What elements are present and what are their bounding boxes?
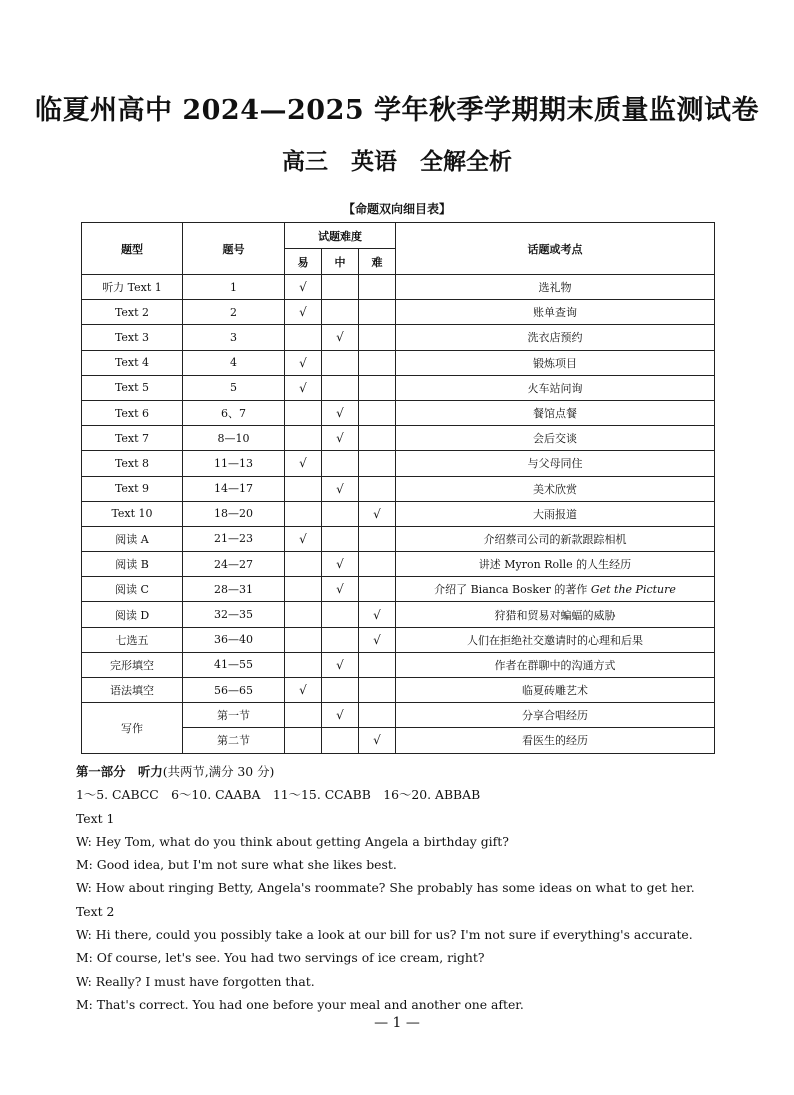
topic-cell: 临夏砖雕艺术 bbox=[396, 678, 715, 703]
question-number-cell: 1 bbox=[183, 275, 285, 300]
table-row bbox=[82, 526, 715, 551]
topic-cell: 作者在群聊中的沟通方式 bbox=[396, 652, 715, 677]
topic-cell: 狩猎和贸易对蝙蝠的威胁 bbox=[396, 602, 715, 627]
table-row bbox=[82, 627, 715, 652]
difficulty-cell-medium: √ bbox=[322, 703, 359, 728]
difficulty-cell-hard bbox=[359, 426, 396, 451]
difficulty-cell-hard: √ bbox=[359, 501, 396, 526]
transcript-line: M: Good idea, but I'm not sure what she likes best. bbox=[76, 857, 397, 873]
difficulty-cell-hard bbox=[359, 400, 396, 425]
table-row bbox=[82, 275, 715, 300]
question-type-cell: 阅读 B bbox=[82, 552, 183, 577]
difficulty-cell-medium: √ bbox=[322, 325, 359, 350]
question-number-cell: 8—10 bbox=[183, 426, 285, 451]
table-row bbox=[82, 300, 715, 325]
question-number-cell: 14—17 bbox=[183, 476, 285, 501]
section-note: (共两节,满分 30 分) bbox=[162, 764, 275, 779]
table-row bbox=[82, 652, 715, 677]
difficulty-cell-easy bbox=[285, 652, 322, 677]
question-number-cell: 41—55 bbox=[183, 652, 285, 677]
table-row bbox=[82, 577, 715, 602]
difficulty-cell-hard bbox=[359, 275, 396, 300]
difficulty-cell-easy bbox=[285, 325, 322, 350]
difficulty-cell-medium bbox=[322, 300, 359, 325]
difficulty-cell-easy bbox=[285, 577, 322, 602]
question-type-cell: Text 3 bbox=[82, 325, 183, 350]
question-type-cell: 完形填空 bbox=[82, 652, 183, 677]
table-row bbox=[82, 678, 715, 703]
topic-cell: 分享合唱经历 bbox=[396, 703, 715, 728]
question-number-cell: 32—35 bbox=[183, 602, 285, 627]
difficulty-cell-easy bbox=[285, 400, 322, 425]
question-type-cell: Text 5 bbox=[82, 375, 183, 400]
difficulty-cell-easy bbox=[285, 552, 322, 577]
difficulty-cell-easy bbox=[285, 501, 322, 526]
question-number-cell: 6、7 bbox=[183, 400, 285, 425]
answer-section bbox=[76, 760, 716, 1016]
difficulty-cell-hard bbox=[359, 451, 396, 476]
question-type-cell: 听力 Text 1 bbox=[82, 275, 183, 300]
table-row bbox=[82, 703, 715, 728]
difficulty-cell-hard bbox=[359, 552, 396, 577]
difficulty-cell-hard bbox=[359, 703, 396, 728]
question-number-cell: 第一节 bbox=[183, 703, 285, 728]
difficulty-cell-medium bbox=[322, 602, 359, 627]
topic-cell: 会后交谈 bbox=[396, 426, 715, 451]
difficulty-cell-medium: √ bbox=[322, 476, 359, 501]
difficulty-cell-easy bbox=[285, 728, 322, 753]
difficulty-cell-easy: √ bbox=[285, 350, 322, 375]
difficulty-cell-medium bbox=[322, 728, 359, 753]
question-type-cell: Text 10 bbox=[82, 501, 183, 526]
question-type-cell: Text 9 bbox=[82, 476, 183, 501]
topic-cell: 选礼物 bbox=[396, 275, 715, 300]
topic-cell: 介绍蔡司公司的新款跟踪相机 bbox=[396, 526, 715, 551]
header-topic: 话题或考点 bbox=[396, 223, 715, 275]
difficulty-cell-easy bbox=[285, 703, 322, 728]
difficulty-cell-hard bbox=[359, 375, 396, 400]
exam-subtitle: 高三 英语 全解全析 bbox=[282, 148, 512, 175]
transcript-line: M: That's correct. You had one before your meal and another one after. bbox=[76, 996, 524, 1012]
question-number-cell: 21—23 bbox=[183, 526, 285, 551]
topic-cell: 看医生的经历 bbox=[396, 728, 715, 753]
topic-cell: 人们在拒绝社交邀请时的心理和后果 bbox=[396, 627, 715, 652]
question-type-cell: Text 2 bbox=[82, 300, 183, 325]
header-question-number: 题号 bbox=[183, 223, 285, 275]
difficulty-cell-medium bbox=[322, 501, 359, 526]
difficulty-cell-hard: √ bbox=[359, 627, 396, 652]
page-number: — 1 — bbox=[374, 1015, 420, 1031]
question-number-cell: 24—27 bbox=[183, 552, 285, 577]
question-number-cell: 28—31 bbox=[183, 577, 285, 602]
transcript-line: W: Hi there, could you possibly take a look at our bill for us? I'm not sure if everything's accurate. bbox=[76, 927, 693, 943]
table-row bbox=[82, 476, 715, 501]
difficulty-cell-hard bbox=[359, 325, 396, 350]
difficulty-cell-medium: √ bbox=[322, 400, 359, 425]
table-row bbox=[82, 375, 715, 400]
topic-text: 介绍了 Bianca Bosker 的著作 bbox=[434, 583, 591, 597]
question-number-cell: 11—13 bbox=[183, 451, 285, 476]
difficulty-cell-medium bbox=[322, 678, 359, 703]
table-row bbox=[82, 426, 715, 451]
topic-cell: 洗衣店预约 bbox=[396, 325, 715, 350]
question-type-cell: Text 7 bbox=[82, 426, 183, 451]
header-hard: 难 bbox=[359, 249, 396, 275]
question-type-cell: 阅读 C bbox=[82, 577, 183, 602]
difficulty-cell-medium: √ bbox=[322, 652, 359, 677]
question-number-cell: 36—40 bbox=[183, 627, 285, 652]
topic-cell: 讲述 Myron Rolle 的人生经历 bbox=[396, 552, 715, 577]
question-number-cell: 56—65 bbox=[183, 678, 285, 703]
transcript-line: M: Of course, let's see. You had two servings of ice cream, right? bbox=[76, 950, 485, 966]
question-number-cell: 2 bbox=[183, 300, 285, 325]
difficulty-cell-hard bbox=[359, 526, 396, 551]
difficulty-cell-easy: √ bbox=[285, 375, 322, 400]
topic-cell: 大雨报道 bbox=[396, 501, 715, 526]
difficulty-cell-hard: √ bbox=[359, 602, 396, 627]
topic-cell: 与父母同住 bbox=[396, 451, 715, 476]
difficulty-cell-hard bbox=[359, 476, 396, 501]
header-easy: 易 bbox=[285, 249, 322, 275]
table-row bbox=[82, 325, 715, 350]
difficulty-cell-hard bbox=[359, 300, 396, 325]
difficulty-cell-medium bbox=[322, 350, 359, 375]
topic-cell: 账单查询 bbox=[396, 300, 715, 325]
difficulty-cell-hard bbox=[359, 577, 396, 602]
question-type-cell: Text 8 bbox=[82, 451, 183, 476]
transcript-line: W: Hey Tom, what do you think about getting Angela a birthday gift? bbox=[76, 833, 509, 849]
section-heading bbox=[76, 760, 716, 783]
difficulty-cell-medium: √ bbox=[322, 552, 359, 577]
exam-title: 临夏州高中 2024—2025 学年秋季学期期末质量监测试卷 bbox=[34, 95, 760, 126]
table-row bbox=[82, 501, 715, 526]
difficulty-cell-hard: √ bbox=[359, 728, 396, 753]
table-caption: 【命题双向细目表】 bbox=[342, 202, 451, 216]
question-type-cell: Text 4 bbox=[82, 350, 183, 375]
header-question-type: 题型 bbox=[82, 223, 183, 275]
difficulty-cell-easy bbox=[285, 602, 322, 627]
difficulty-cell-medium: √ bbox=[322, 426, 359, 451]
table-row bbox=[82, 451, 715, 476]
difficulty-cell-hard bbox=[359, 678, 396, 703]
question-number-cell: 4 bbox=[183, 350, 285, 375]
difficulty-cell-easy: √ bbox=[285, 678, 322, 703]
transcript-line: Text 2 bbox=[76, 903, 115, 919]
question-type-cell: 七选五 bbox=[82, 627, 183, 652]
question-type-cell: 阅读 A bbox=[82, 526, 183, 551]
question-type-cell: 写作 bbox=[82, 703, 183, 753]
transcript-line: Text 1 bbox=[76, 810, 115, 826]
topic-cell: 美术欣赏 bbox=[396, 476, 715, 501]
difficulty-cell-easy: √ bbox=[285, 526, 322, 551]
question-type-cell: Text 6 bbox=[82, 400, 183, 425]
difficulty-cell-easy: √ bbox=[285, 451, 322, 476]
topic-cell: 火车站问询 bbox=[396, 375, 715, 400]
transcript-line: W: Really? I must have forgotten that. bbox=[76, 973, 315, 989]
difficulty-cell-easy: √ bbox=[285, 300, 322, 325]
book-title: Get the Picture bbox=[590, 583, 676, 597]
question-number-cell: 18—20 bbox=[183, 501, 285, 526]
table-row bbox=[82, 350, 715, 375]
difficulty-cell-easy bbox=[285, 426, 322, 451]
topic-cell bbox=[396, 577, 715, 602]
table-row bbox=[82, 552, 715, 577]
table-row bbox=[82, 400, 715, 425]
table-row bbox=[82, 602, 715, 627]
difficulty-cell-medium bbox=[322, 627, 359, 652]
section-label: 第一部分 听力 bbox=[76, 764, 163, 779]
answer-key: 1～5. CABCC 6～10. CAABA 11～15. CCABB 16～20. ABBAB bbox=[76, 787, 481, 803]
header-medium: 中 bbox=[322, 249, 359, 275]
difficulty-cell-medium bbox=[322, 275, 359, 300]
difficulty-cell-medium bbox=[322, 375, 359, 400]
difficulty-cell-easy bbox=[285, 627, 322, 652]
table-body bbox=[82, 275, 715, 754]
difficulty-cell-medium bbox=[322, 526, 359, 551]
question-number-cell: 第二节 bbox=[183, 728, 285, 753]
question-type-cell: 阅读 D bbox=[82, 602, 183, 627]
topic-cell: 锻炼项目 bbox=[396, 350, 715, 375]
difficulty-cell-medium bbox=[322, 451, 359, 476]
topic-cell: 餐馆点餐 bbox=[396, 400, 715, 425]
specification-table bbox=[81, 222, 715, 754]
listening-transcript bbox=[76, 807, 716, 1017]
difficulty-cell-easy: √ bbox=[285, 275, 322, 300]
question-number-cell: 5 bbox=[183, 375, 285, 400]
difficulty-cell-hard bbox=[359, 652, 396, 677]
question-number-cell: 3 bbox=[183, 325, 285, 350]
difficulty-cell-hard bbox=[359, 350, 396, 375]
header-difficulty: 试题难度 bbox=[285, 223, 396, 249]
question-type-cell: 语法填空 bbox=[82, 678, 183, 703]
difficulty-cell-easy bbox=[285, 476, 322, 501]
transcript-line: W: How about ringing Betty, Angela's roommate? She probably has some ideas on what to get her. bbox=[76, 880, 695, 896]
difficulty-cell-medium: √ bbox=[322, 577, 359, 602]
